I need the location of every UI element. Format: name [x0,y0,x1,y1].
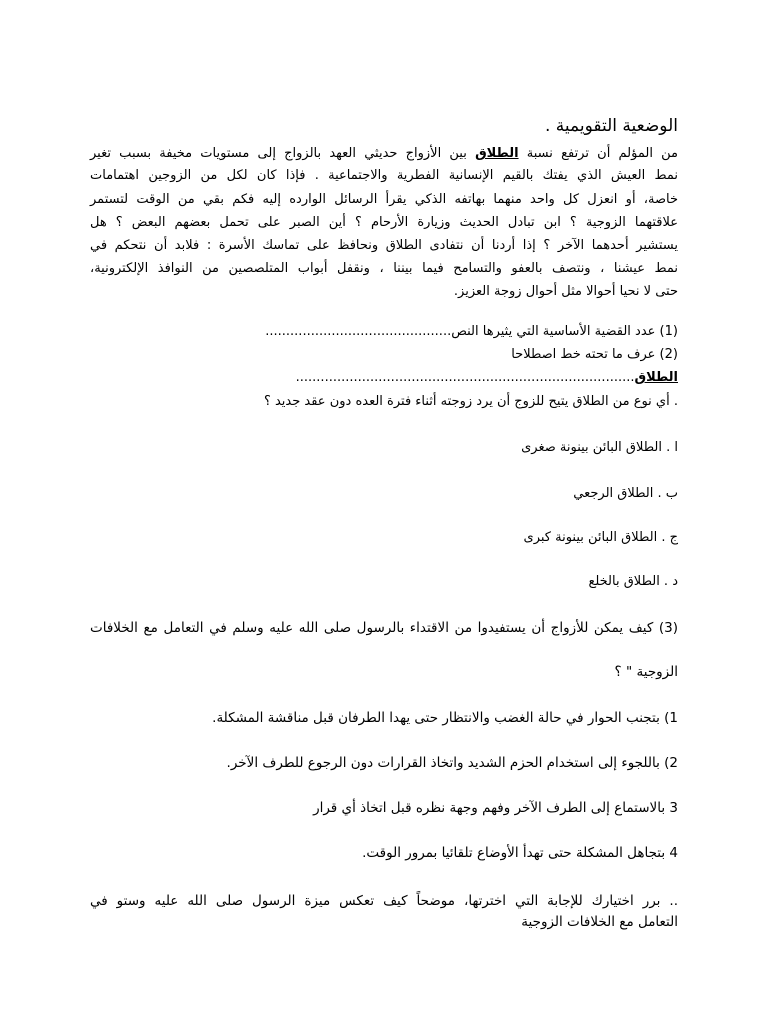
q3-option-1: 1) بتجنب الحوار في حالة الغضب والانتظار حتى يهدا الطرفان قبل مناقشة المشكلة. [212,710,678,726]
underlined-term: الطلاق [634,370,678,385]
question-2: (2) عرف ما تحته خط اصطلاحا [511,347,678,362]
question-3-line-1: (3) كيف يمكن للأزواج أن يستفيدوا من الاقتداء بالرسول صلى الله عليه وسلم في التعامل مع الخلافات [90,620,678,636]
paragraph-text: بين الأزواج حديثي العهد بالزواج إلى مستويات مخيفة بسبب تغير [90,146,476,161]
answer-dots: .................................................................................. [295,370,635,385]
mcq-question: . أي نوع من الطلاق يتيح للزوج أن يرد زوجته أثناء فترة العده دون عقد جديد ؟ [263,394,678,409]
paragraph-line-3: خاصة، أو انعزل كل واحد منهما بهاتفه الذكي يقرأ الرسائل الوارده إليه فكم بقي من الوقت لتستمر [90,192,678,207]
q3-option-2: 2) باللجوء إلى استخدام الحزم الشديد واتخاذ القرارات دون الرجوع للطرف الآخر. [226,755,678,771]
paragraph-line-2: نمط العيش الذي يفتك بالقيم الإنسانية الفطرية والاجتماعية . فإذا كان لكل من الزوجين اهتمامات [90,168,678,183]
justify-question-line-2: التعامل مع الخلافات الزوجية [521,914,678,930]
mcq-option-d: د . الطلاق بالخلع [588,574,678,589]
underlined-term: الطلاق [475,146,519,161]
mcq-option-c: ج . الطلاق البائن بينونة كبرى [523,530,678,545]
q3-option-3: 3 بالاستماع إلى الطرف الآخر وفهم وجهة نظره قبل اتخاذ أي قرار [313,800,678,816]
mcq-option-b: ب . الطلاق الرجعي [573,486,678,501]
q3-option-4: 4 بتجاهل المشكلة حتى تهدأ الأوضاع تلقائيا بمرور الوقت. [362,845,678,861]
paragraph-line-4: علاقتهما الزوجية ؟ ابن تبادل الحديث وزيارة الأرحام ؟ أين الصبر على تحمل بعضهم البعض ؟ هل [90,215,678,230]
page-title: الوضعية التقويمية . [545,116,678,136]
paragraph-line-7: حتى لا نحيا أحوالا مثل أحوال زوجة العزيز. [453,284,678,299]
paragraph-line-1 [90,146,678,161]
paragraph-line-6: نمط عيشنا ، ونتصف بالعفو والتسامح فيما بيننا ، ونقفل أبواب المتلصصين من النوافذ الإلكترونية، [90,261,678,276]
paragraph-text: من المؤلم أن ترتفع نسبة [518,146,679,161]
justify-question-line-1: .. برر اختيارك للإجابة التي اخترتها، موضحاً كيف تعكس ميزة الرسول صلى الله عليه وستو في [90,893,678,909]
question-2-answer-line [90,370,678,385]
document-page [90,0,678,1024]
question-3-line-2: الزوجية " ؟ [614,664,678,680]
paragraph-line-5: يستشير أحدهما الآخر ؟ إذا أردنا أن نتفادى الطلاق ونحافظ على تماسك الأسرة : فلابد أن نتحكم في [90,238,678,253]
mcq-option-a: ا . الطلاق البائن بينونة صغرى [521,440,678,455]
question-1: (1) عدد القضية الأساسية التي يثيرها النص............................................. [265,324,678,339]
